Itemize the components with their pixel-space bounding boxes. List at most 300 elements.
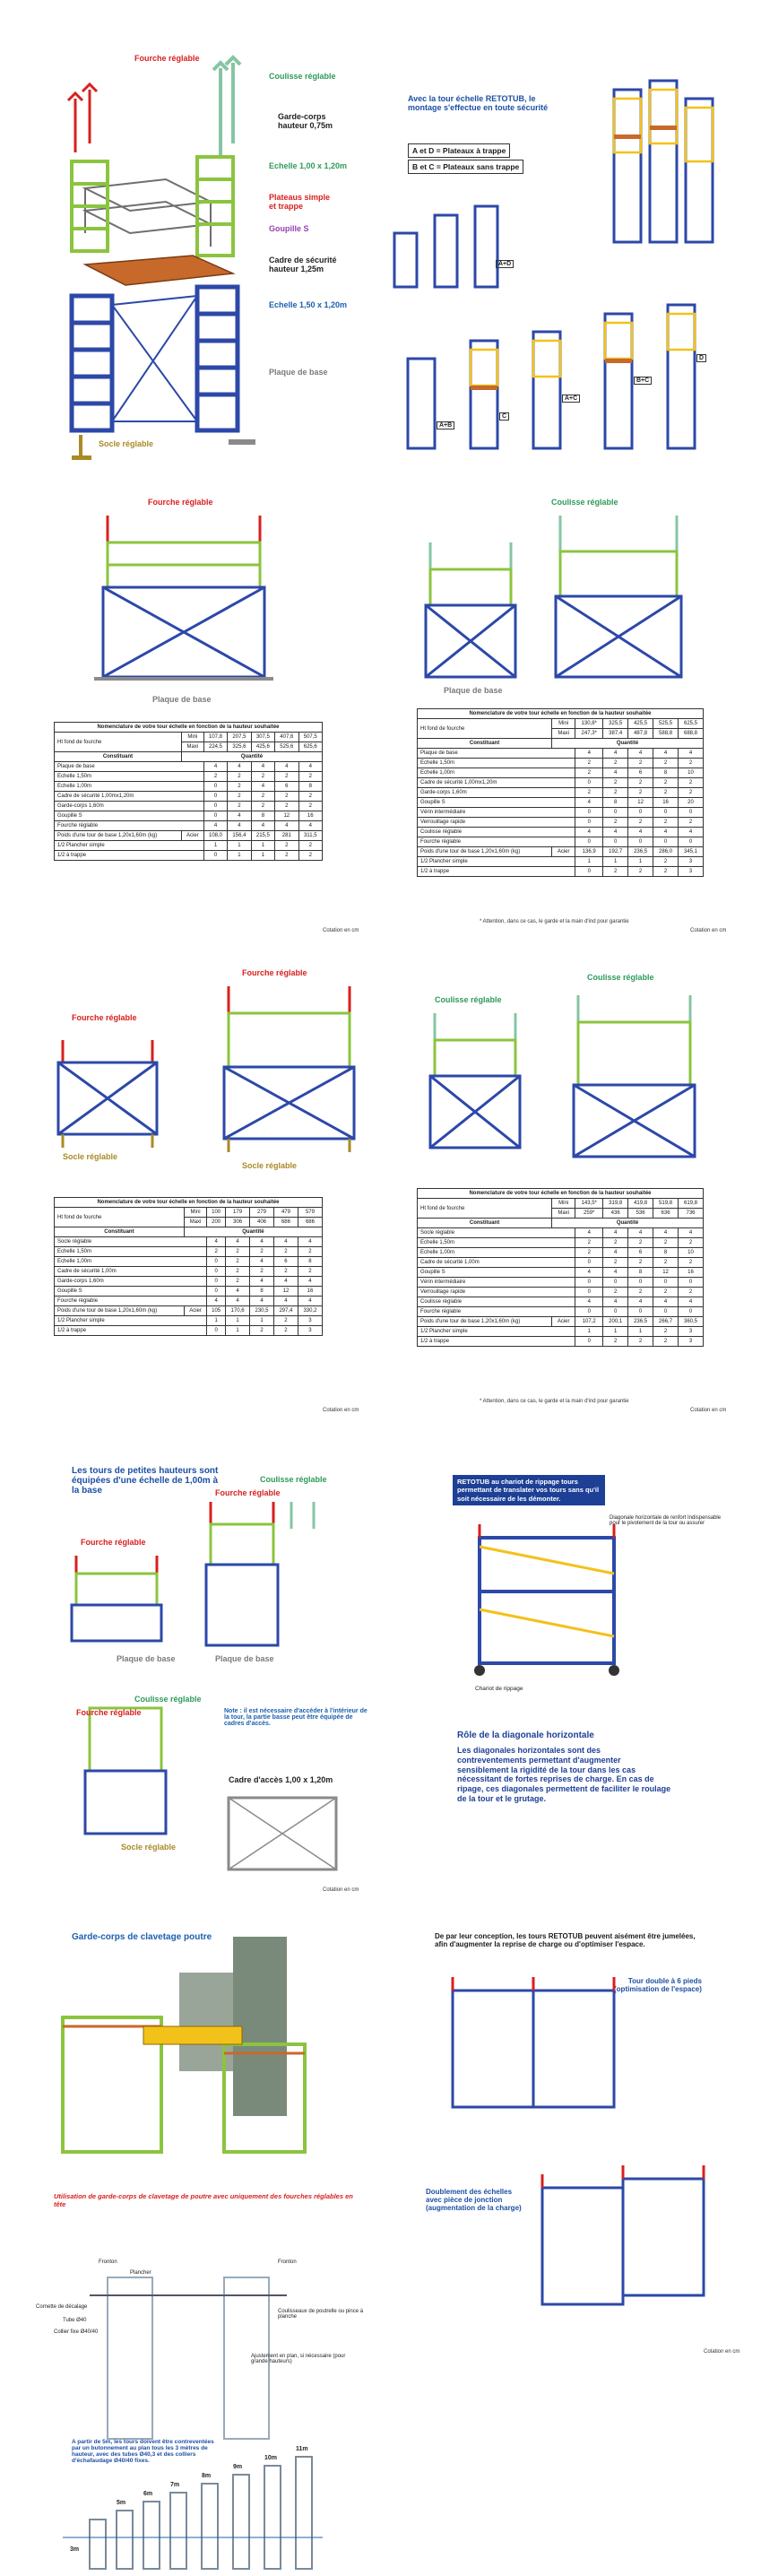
p8-heading: Rôle de la diagonale horizontale (457, 1730, 594, 1740)
p3-cell: 281 (275, 831, 298, 841)
p11-label-5: Coulisseaux de poutrelle ou pince à planche (278, 2309, 364, 2320)
table-cell: 2 (653, 778, 679, 788)
table-cell: 2 (226, 1277, 250, 1287)
table-cell: 2 (273, 1326, 298, 1336)
p4-cotation: Cotation en cm (690, 928, 727, 933)
p5-cell: 330,2 (298, 1306, 322, 1316)
table-cell: 2 (653, 1258, 679, 1268)
table-cell: 2 (653, 1238, 679, 1248)
p3-cell: 108,0 (203, 831, 227, 841)
table-cell: 4 (207, 1237, 226, 1247)
p11-label-7: Fronton (278, 2259, 297, 2265)
p5-cell: 230,5 (250, 1306, 274, 1316)
table-cell: 2 (298, 851, 322, 861)
table-row (55, 782, 323, 792)
table-cell: 1 (228, 841, 251, 851)
table-cell: 4 (228, 821, 251, 831)
table-cell: 2 (628, 818, 653, 828)
table-cell: 2 (679, 1288, 704, 1297)
table-cell: 1 (251, 851, 274, 861)
table-cell: 0 (203, 811, 227, 821)
table-cell: 3 (298, 1326, 322, 1336)
p5-cell: 100 (207, 1208, 226, 1218)
table-cell: 2 (603, 1238, 628, 1248)
p9-caption: Utilisation de garde-corps de clavetage de poutre avec uniquement des fourches réglables en tête (54, 2192, 353, 2208)
table-cell: 4 (250, 1277, 274, 1287)
table-row (418, 867, 704, 877)
table-row (418, 1327, 704, 1337)
assembly-sequence-panel (381, 0, 761, 466)
table-cell: Garde-corps 1,60m (418, 788, 575, 798)
p11-label-1: Plancher (130, 2270, 151, 2276)
table-cell: 3 (679, 867, 704, 877)
p3-plaque-label: Plaque de base (152, 695, 212, 704)
p7-fourche-c: Fourche réglable (76, 1708, 142, 1717)
table-cell: Vérin intermédiaire (418, 1278, 575, 1288)
table-cell: 1 (575, 857, 603, 867)
p4-cell: 236,5 (628, 847, 653, 857)
table-cell: 4 (653, 828, 679, 837)
table-cell: 4 (603, 749, 628, 759)
p11-label-0: Fronton (99, 2259, 117, 2265)
table-cell: 2 (679, 759, 704, 768)
table-row (418, 1258, 704, 1268)
p12-height-5: 9m (233, 2464, 243, 2470)
table-cell: 3 (679, 1327, 704, 1337)
p6-cell: 236,5 (628, 1317, 653, 1327)
table-cell: 2 (628, 778, 653, 788)
table-cell: 2 (628, 1288, 653, 1297)
p8-banner: RETOTUB au chariot de rippage tours permettant de translater vos tours sans qu'il soit nécessaire de les démonter. (453, 1475, 605, 1505)
table-cell: 1 (603, 1327, 628, 1337)
p5-cell: 306 (226, 1218, 250, 1227)
table-cell: 0 (575, 1307, 603, 1317)
tag-ac: A+C (562, 395, 580, 403)
table-cell: 4 (251, 782, 274, 792)
table-cell: 0 (575, 818, 603, 828)
p7-plaque-a: Plaque de base (117, 1654, 176, 1663)
p4-cell: 325,5 (603, 719, 628, 729)
table-cell: 4 (628, 749, 653, 759)
p6-cell: Mini (552, 1199, 575, 1209)
table-row (418, 1288, 704, 1297)
p4-cell: Maxi (552, 729, 575, 739)
table-cell: 1/2 à trappe (418, 1337, 575, 1347)
table-cell: 4 (273, 1277, 298, 1287)
table-cell: 0 (207, 1277, 226, 1287)
table-cell: Goupille S (418, 798, 575, 808)
table-cell: 1 (226, 1326, 250, 1336)
table-cell: 2 (275, 802, 298, 811)
table-cell: 3 (298, 1316, 322, 1326)
p3-cell: 425,6 (251, 742, 274, 752)
table-row (418, 818, 704, 828)
table-cell: 2 (207, 1247, 226, 1257)
table-row (55, 821, 323, 831)
p5-cell: 579 (298, 1208, 322, 1218)
table-cell: Echelle 1,00m (55, 1257, 207, 1267)
p5-cell: 479 (273, 1208, 298, 1218)
p6-cell: 266,7 (653, 1317, 679, 1327)
table-cell: 4 (226, 1287, 250, 1297)
table-cell: 1 (603, 857, 628, 867)
table-cell: 2 (275, 792, 298, 802)
table-row (418, 837, 704, 847)
p10-intro: De par leur conception, les tours RETOTUB peuvent aisément être jumelées, afin d'augmenter la reprise de charge ou d'optimiser l'espace. (435, 1932, 696, 1948)
p6-cell: 419,8 (628, 1199, 653, 1209)
table-cell: 12 (275, 811, 298, 821)
table-row (55, 851, 323, 861)
p6-cell: 736 (679, 1209, 704, 1219)
table-cell: 1 (250, 1316, 274, 1326)
table-cell: 2 (273, 1247, 298, 1257)
table-cell: 8 (298, 782, 322, 792)
table-cell: 4 (603, 1248, 628, 1258)
table-row (55, 1287, 323, 1297)
table-cell: 1/2 à trappe (418, 867, 575, 877)
p6-cell: 519,8 (653, 1199, 679, 1209)
table-cell: 4 (679, 1297, 704, 1307)
table-row (418, 1307, 704, 1317)
p5-quantite-head: Quantité (184, 1227, 322, 1237)
table-cell: 1 (226, 1316, 250, 1326)
p5-socle-b-label: Socle réglable (242, 1161, 298, 1170)
table-cell: 2 (226, 1247, 250, 1257)
p6-bom-table (417, 1188, 704, 1347)
table-cell: 2 (679, 1238, 704, 1248)
label-coulisse: Coulisse réglable (269, 72, 336, 81)
table-cell: 2 (298, 792, 322, 802)
table-cell: Plaque de base (55, 762, 204, 772)
table-cell: 6 (628, 1248, 653, 1258)
p6-cell: 619,8 (679, 1199, 704, 1209)
table-row (55, 1326, 323, 1336)
label-goupille: Goupille S (269, 224, 309, 233)
table-cell: 2 (653, 759, 679, 768)
table-cell: 2 (250, 1326, 274, 1336)
table-cell: Coulisse réglable (418, 1297, 575, 1307)
p3-cell: 407,6 (275, 733, 298, 742)
bracing-detail-drawing (0, 2224, 381, 2448)
table-cell: 0 (628, 1278, 653, 1288)
p4-poids-type: Acier (552, 847, 575, 857)
p3-cell: Mini (181, 733, 203, 742)
table-cell: 12 (653, 1268, 679, 1278)
table-cell: 1 (628, 1327, 653, 1337)
table-cell: 0 (207, 1267, 226, 1277)
table-cell: 2 (298, 802, 322, 811)
table-cell: 2 (679, 1258, 704, 1268)
table-row (418, 1278, 704, 1288)
p12-height-6: 10m (264, 2455, 278, 2461)
table-cell: Plaque de base (418, 749, 575, 759)
table-cell: 1/2 Plancher simple (418, 857, 575, 867)
p5-cell: 279 (250, 1208, 274, 1218)
table-cell: 4 (653, 1297, 679, 1307)
table-cell: 2 (603, 759, 628, 768)
tag-ab: A+B (437, 421, 454, 429)
table-cell: 4 (226, 1237, 250, 1247)
table-cell: 2 (679, 818, 704, 828)
table-cell: 6 (273, 1257, 298, 1267)
tag-c: C (499, 412, 509, 421)
tag-d: D (696, 354, 706, 362)
table-cell: 2 (273, 1267, 298, 1277)
table-cell: 2 (628, 867, 653, 877)
tower-socle-coulisse-drawing (381, 959, 761, 1193)
legend-sans-trappe: B et C = Plateaux sans trappe (408, 160, 523, 174)
table-cell: 8 (250, 1287, 274, 1297)
table-cell: 2 (228, 792, 251, 802)
table-cell: 16 (679, 1268, 704, 1278)
table-cell: Garde-corps 1,60m (55, 1277, 207, 1287)
label-echelle-100: Echelle 1,00 x 1,20m (269, 161, 348, 170)
table-cell: 0 (575, 867, 603, 877)
p7-coulisse-b: Coulisse réglable (134, 1695, 202, 1704)
table-cell: Verrouillage rapide (418, 818, 575, 828)
table-row (418, 1238, 704, 1248)
table-cell: 10 (679, 1248, 704, 1258)
p4-cell: 130,8* (575, 719, 603, 729)
table-cell: 2 (575, 788, 603, 798)
p4-quantite-head: Quantité (552, 739, 704, 749)
table-cell: Vérin intermédiaire (418, 808, 575, 818)
tower-fourche-panel (0, 480, 381, 946)
legend-trappe: A et D = Plateaux à trappe (408, 143, 510, 158)
p3-cell: 625,6 (298, 742, 322, 752)
p5-planchers (55, 1316, 323, 1336)
table-cell: 0 (679, 837, 704, 847)
tower-socle-fourche-drawing (0, 959, 381, 1193)
table-cell: 4 (575, 798, 603, 808)
p5-cell: 686 (273, 1218, 298, 1227)
table-cell: 2 (251, 792, 274, 802)
table-cell: Echelle 1,00m (418, 1248, 575, 1258)
table-cell: 16 (298, 1287, 322, 1297)
p3-cell: 107,8 (203, 733, 227, 742)
label-plateau: Plateaus simple et trappe (269, 193, 331, 211)
table-row (418, 1248, 704, 1258)
table-cell: Verrouillage rapide (418, 1288, 575, 1297)
table-cell: 2 (603, 867, 628, 877)
table-cell: 2 (628, 1258, 653, 1268)
table-cell: 2 (603, 778, 628, 788)
diagonal-panel (381, 1439, 761, 1905)
table-cell: Cadre de sécurité 1,00mx1,20m (55, 792, 204, 802)
p3-cell: 224,5 (203, 742, 227, 752)
table-cell: 4 (575, 1297, 603, 1307)
table-cell: 2 (653, 1337, 679, 1347)
table-cell: 4 (653, 1228, 679, 1238)
table-cell: 4 (628, 1228, 653, 1238)
table-cell: 2 (251, 772, 274, 782)
label-garde-corps: Garde-corps hauteur 0,75m (278, 112, 333, 130)
p3-cell: Maxi (181, 742, 203, 752)
p4-bom-table (417, 708, 704, 877)
table-cell: 0 (653, 837, 679, 847)
table-cell: 0 (203, 792, 227, 802)
table-row (55, 1316, 323, 1326)
p4-poids-label: Poids d'une tour de base 1,20x1,60m (kg) (418, 847, 552, 857)
table-cell: 4 (203, 762, 227, 772)
table-row (55, 1267, 323, 1277)
table-cell: 2 (653, 867, 679, 877)
p8-chariot: Chariot de rippage (475, 1686, 523, 1692)
table-cell: 2 (298, 1247, 322, 1257)
table-cell: 16 (653, 798, 679, 808)
table-cell: 0 (653, 808, 679, 818)
table-cell: 1/2 à trappe (55, 851, 204, 861)
p7-title: Les tours de petites hauteurs sont équipées d'une échelle de 1,00m à la base (72, 1466, 219, 1496)
table-cell: 2 (653, 788, 679, 798)
p12-height-0: 3m (70, 2546, 80, 2553)
table-row (55, 1237, 323, 1247)
table-cell: 4 (628, 828, 653, 837)
p6-planchers (418, 1327, 704, 1347)
p7-cadre: Cadre d'accès 1,00 x 1,20m (229, 1775, 333, 1784)
table-cell: 4 (575, 749, 603, 759)
table-cell: 0 (203, 802, 227, 811)
p7-socle: Socle réglable (121, 1843, 177, 1852)
table-cell: 1 (251, 841, 274, 851)
p5-cell: 200 (207, 1218, 226, 1227)
table-row (418, 788, 704, 798)
table-cell: 2 (273, 1316, 298, 1326)
table-cell: 3 (679, 1337, 704, 1347)
table-cell: 4 (275, 821, 298, 831)
table-cell: 2 (298, 1267, 322, 1277)
table-cell: 2 (679, 778, 704, 788)
table-cell: 2 (603, 1337, 628, 1347)
p5-cell: Maxi (184, 1218, 206, 1227)
table-row (55, 792, 323, 802)
exploded-tower-drawing (0, 0, 381, 466)
table-cell: 4 (226, 1297, 250, 1306)
p4-cell: 688,8 (679, 729, 704, 739)
p3-hauteur-label: Ht fond de fourche (55, 733, 182, 752)
table-row (55, 1277, 323, 1287)
table-cell: Cadre de sécurité 1,00mx1,20m (418, 778, 575, 788)
table-cell: Echelle 1,50m (55, 772, 204, 782)
table-cell: 0 (575, 778, 603, 788)
p5-items (55, 1237, 323, 1306)
p4-note: * Attention, dans ce cas, le garde et la main d'ind pour garantie (480, 919, 629, 924)
table-row (418, 857, 704, 867)
table-cell: 4 (207, 1297, 226, 1306)
table-cell: 8 (298, 1257, 322, 1267)
table-cell: 0 (628, 1307, 653, 1317)
table-cell: 3 (679, 857, 704, 867)
p3-constituent-head: Constituant (55, 752, 182, 762)
p5-cell: 406 (250, 1218, 274, 1227)
p4-plaque-label: Plaque de base (444, 686, 503, 695)
p5-bom-table (54, 1197, 323, 1336)
table-cell: 4 (275, 762, 298, 772)
small-towers-drawing (0, 1439, 381, 1905)
table-cell: 4 (628, 1297, 653, 1307)
table-cell: 2 (226, 1257, 250, 1267)
beam-guardrail-panel (0, 1919, 381, 2224)
p10-doublement: Doublement des échelles avec pièce de jonction (augmentation de la charge) (426, 2188, 522, 2212)
p4-cell: 136,9 (575, 847, 603, 857)
table-cell: Echelle 1,50m (55, 1247, 207, 1257)
table-cell: 0 (603, 1278, 628, 1288)
table-cell: 1 (228, 851, 251, 861)
table-cell: 1/2 Plancher simple (55, 1316, 207, 1326)
p10-cotation: Cotation en cm (704, 2349, 740, 2355)
p11-label-6: Ajustement en plan, si nécessaire (pour grande hauteurs) (251, 2354, 346, 2364)
table-cell: 1/2 Plancher simple (55, 841, 204, 851)
p4-constituent-head: Constituant (418, 739, 552, 749)
table-cell: 2 (228, 772, 251, 782)
p6-coulisse-a-label: Coulisse réglable (435, 995, 502, 1004)
p5-fourche-a-label: Fourche réglable (72, 1013, 137, 1022)
p12-height-2: 6m (143, 2491, 153, 2497)
table-row (55, 1247, 323, 1257)
table-cell: 2 (653, 857, 679, 867)
p7-note: Note : il est nécessaire d'accéder à l'intérieur de la tour, la partie basse peut être équipée de cadres d'accès. (224, 1708, 368, 1727)
p3-cell: 156,4 (228, 831, 251, 841)
table-cell: 4 (250, 1237, 274, 1247)
table-cell: Socle réglable (55, 1237, 207, 1247)
table-row (418, 828, 704, 837)
table-cell: 20 (679, 798, 704, 808)
p3-cell: 215,5 (251, 831, 274, 841)
table-cell: 4 (575, 828, 603, 837)
p8-diag-caption: Diagonale horizontale de renfort Indispensable pour le pivotement de la tour ou assurer (610, 1515, 722, 1526)
table-cell: 2 (228, 782, 251, 792)
table-cell: 8 (251, 811, 274, 821)
table-cell: 0 (679, 1307, 704, 1317)
label-plaque: Plaque de base (269, 368, 328, 377)
table-row (55, 1297, 323, 1306)
table-cell: 2 (679, 788, 704, 798)
table-cell: 2 (603, 818, 628, 828)
p5-cell: Mini (184, 1208, 206, 1218)
p3-cell: 525,6 (275, 742, 298, 752)
p8-body: Les diagonales horizontales sont des contreventements permettant d'augmenter sensiblement la rigidité de la tour dans les cas nécessitant de fortes reprises de charge. En cas de ripage, ces diagonales permettent de faciliter le roulage de la tour et le grutage. (457, 1746, 671, 1803)
table-cell: 0 (207, 1257, 226, 1267)
table-cell: 1/2 à trappe (55, 1326, 207, 1336)
table-cell: 2 (275, 772, 298, 782)
p6-poids-type: Acier (552, 1317, 575, 1327)
table-cell: 2 (250, 1267, 274, 1277)
tower-coulisse-drawing (381, 480, 761, 713)
table-row (55, 762, 323, 772)
table-cell: 0 (575, 808, 603, 818)
height-bracing-drawing (0, 2439, 381, 2573)
table-row (55, 811, 323, 821)
table-cell: 1/2 Plancher simple (418, 1327, 575, 1337)
p6-coulisse-b-label: Coulisse réglable (587, 973, 654, 982)
p3-items (55, 762, 323, 831)
table-row (418, 778, 704, 788)
table-row (418, 768, 704, 778)
table-cell: 4 (679, 828, 704, 837)
table-cell: 1 (575, 1327, 603, 1337)
p5-table-header: Nomenclature de votre tour échelle en fonction de la hauteur souhaitée (55, 1198, 323, 1208)
p6-constituent-head: Constituant (418, 1219, 552, 1228)
table-cell: 0 (575, 1278, 603, 1288)
p4-items (418, 749, 704, 847)
table-cell: 0 (207, 1287, 226, 1297)
table-cell: 0 (603, 808, 628, 818)
p3-planchers (55, 841, 323, 861)
table-cell: 4 (298, 1297, 322, 1306)
p7-plaque-b: Plaque de base (215, 1654, 274, 1663)
p11-label-4: Cornette de décalage (36, 2304, 88, 2310)
tag-ad: A+D (496, 260, 514, 268)
